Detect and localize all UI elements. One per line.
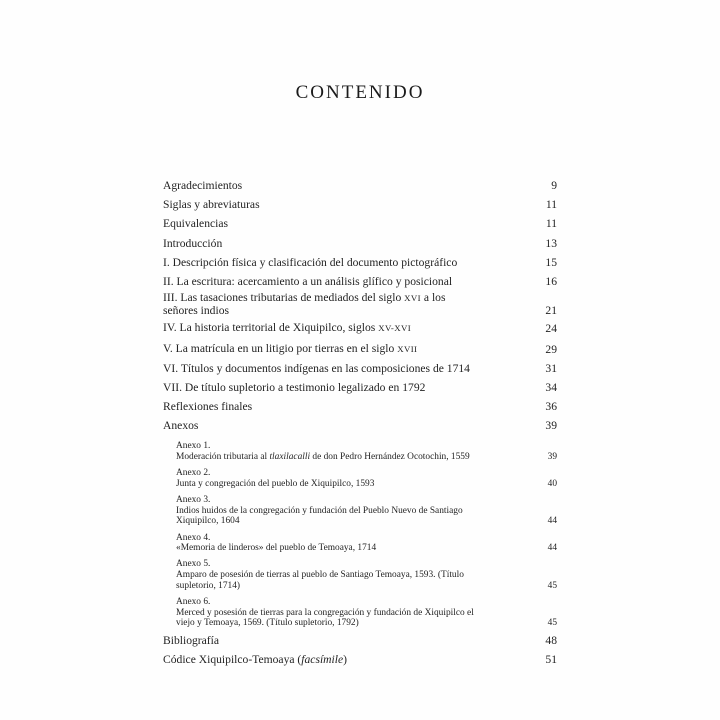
toc-entry-italic-term: facsímile	[301, 653, 344, 667]
toc-entry-anexos	[163, 416, 557, 435]
toc-entry-label-line2: viejo y Temoaya, 1569. (Título supletorio, 1792)	[176, 618, 359, 629]
toc-entry-page: 45	[547, 618, 557, 629]
toc-entry-page: 21	[545, 303, 557, 317]
toc-entry-page: 39	[545, 419, 557, 433]
toc-entry-label: Bibliografía	[163, 634, 220, 648]
toc-entry-page: 9	[551, 179, 557, 192]
toc-entry-page: 11	[545, 217, 557, 231]
toc-entry-page: 13	[545, 236, 557, 250]
toc-entry-label	[176, 441, 470, 462]
toc-entry-label: Agradecimientos	[163, 179, 243, 192]
toc-entry-roman-numeral: XVII	[397, 343, 418, 354]
toc-entry-label-line2: señores indios	[163, 303, 230, 317]
toc-entry-capitulo-3	[163, 292, 557, 317]
toc-entry-label: II. La escritura: acercamiento a un análisis glífico y posicional	[163, 275, 453, 289]
toc-entry-equivalencias	[163, 214, 557, 233]
toc-entry-page: 44	[547, 516, 557, 527]
toc-anexo-heading: Anexo 4.	[176, 532, 211, 543]
toc-entry-page: 44	[547, 543, 557, 554]
toc-entry-siglas	[163, 195, 557, 214]
toc-entry-label-part: Indios huidos de la congregación y fundación del Pueblo Nuevo de Santiago	[176, 505, 463, 516]
toc-entry-label-part: «Memoria de linderos» del pueblo de Temoaya, 1714	[176, 543, 377, 554]
page-title-rest: ONTENIDO	[310, 82, 425, 103]
toc-entry-label: Equivalencias	[163, 217, 229, 231]
toc-entry-label	[176, 468, 374, 489]
toc-entry-label-part: Amparo de posesión de tierras al pueblo de Santiago Temoaya, 1593. (Título	[176, 570, 464, 581]
toc-entry-label: VII. De título supletorio a testimonio legalizado en 1792	[163, 381, 426, 395]
toc-entry-anexo-3	[163, 495, 557, 527]
toc-entry-anexo-4	[163, 533, 557, 554]
toc-entry-capitulo-6	[163, 359, 557, 378]
toc-entry-roman-numeral: XVI	[404, 293, 421, 304]
toc-entry-label	[176, 533, 376, 554]
toc-anexo-heading: Anexo 3.	[176, 494, 211, 505]
toc-entry-capitulo-4	[163, 318, 557, 338]
table-of-contents	[163, 176, 557, 670]
toc-entry-label	[176, 559, 464, 591]
toc-entry-label-line2: Xiquipilco, 1604	[176, 516, 240, 527]
toc-entry-anexo-5	[163, 559, 557, 591]
toc-entry-label: Anexos	[163, 419, 199, 433]
toc-entry-label: Siglas y abreviaturas	[163, 198, 260, 212]
toc-entry-page: 40	[547, 478, 557, 489]
toc-entry-label-part: Merced y posesión de tierras para la congregación y fundación de Xiquipilco el	[176, 607, 474, 618]
toc-entry-label	[163, 339, 417, 359]
toc-entry-page: 51	[545, 653, 557, 667]
toc-entry-label: I. Descripción física y clasificación del documento pictográfico	[163, 255, 458, 269]
toc-entry-page: 48	[545, 634, 557, 648]
toc-entry-label	[163, 292, 445, 317]
toc-entry-label: VI. Títulos y documentos indígenas en las composiciones de 1714	[163, 361, 470, 375]
toc-entry-page: 31	[545, 361, 557, 375]
toc-entry-label-part: V. La matrícula en un litigio por tierras en el siglo	[163, 341, 398, 355]
toc-anexo-heading: Anexo 1.	[176, 441, 211, 452]
toc-entry-page: 24	[545, 322, 557, 336]
toc-entry-label: Reflexiones finales	[163, 400, 253, 414]
toc-entry-label	[176, 597, 474, 629]
toc-entry-bibliografia	[163, 631, 557, 650]
toc-entry-capitulo-2	[163, 272, 557, 291]
toc-entry-introduccion	[163, 234, 557, 253]
toc-entry-label-part: de don Pedro Hernández Ocotochin, 1559	[310, 451, 470, 462]
toc-entry-page: 11	[545, 198, 557, 212]
toc-entry-label	[163, 650, 347, 669]
toc-entry-anexo-2	[163, 468, 557, 489]
page-title-initial: C	[295, 82, 311, 103]
toc-entry-page: 45	[547, 580, 557, 591]
toc-entry-label-part: IV. La historia territorial de Xiquipilco, siglos	[163, 321, 379, 335]
toc-entry-label: Introducción	[163, 236, 223, 250]
toc-anexo-heading: Anexo 5.	[176, 559, 211, 570]
toc-entry-capitulo-7	[163, 378, 557, 397]
toc-entry-agradecimientos	[163, 176, 557, 195]
toc-entry-anexo-6	[163, 597, 557, 629]
toc-entry-label	[163, 318, 411, 338]
toc-entry-label	[176, 495, 463, 527]
toc-entry-capitulo-5	[163, 339, 557, 359]
toc-entry-reflexiones	[163, 397, 557, 416]
page-title	[0, 82, 720, 104]
toc-entry-page: 39	[547, 451, 557, 462]
toc-entry-label-part: III. Las tasaciones tributarias de mediados del siglo	[163, 291, 405, 305]
toc-entry-label-part: Junta y congregación del pueblo de Xiquipilco, 1593	[176, 478, 375, 489]
toc-entry-page: 15	[545, 255, 557, 269]
toc-entry-label-part: Moderación tributaria al	[176, 451, 270, 462]
toc-entry-page: 16	[545, 275, 557, 289]
toc-entry-page: 34	[545, 381, 557, 395]
toc-anexo-heading: Anexo 2.	[176, 468, 211, 479]
toc-anexo-heading: Anexo 6.	[176, 597, 211, 608]
toc-entry-codice	[163, 650, 557, 669]
toc-entry-label-part: Códice Xiquipilco-Temoaya (	[163, 653, 302, 667]
toc-entry-page: 29	[545, 342, 557, 356]
toc-entry-page: 36	[545, 400, 557, 414]
toc-entry-label-part: a los	[421, 291, 446, 305]
toc-entry-roman-numeral: XV-XVI	[378, 323, 412, 334]
toc-entry-italic-term: tlaxilacalli	[269, 451, 311, 462]
toc-entry-label-line2: supletorio, 1714)	[176, 580, 241, 591]
toc-entry-capitulo-1	[163, 253, 557, 272]
toc-entry-label-part: )	[343, 653, 348, 667]
toc-entry-anexo-1	[163, 441, 557, 462]
